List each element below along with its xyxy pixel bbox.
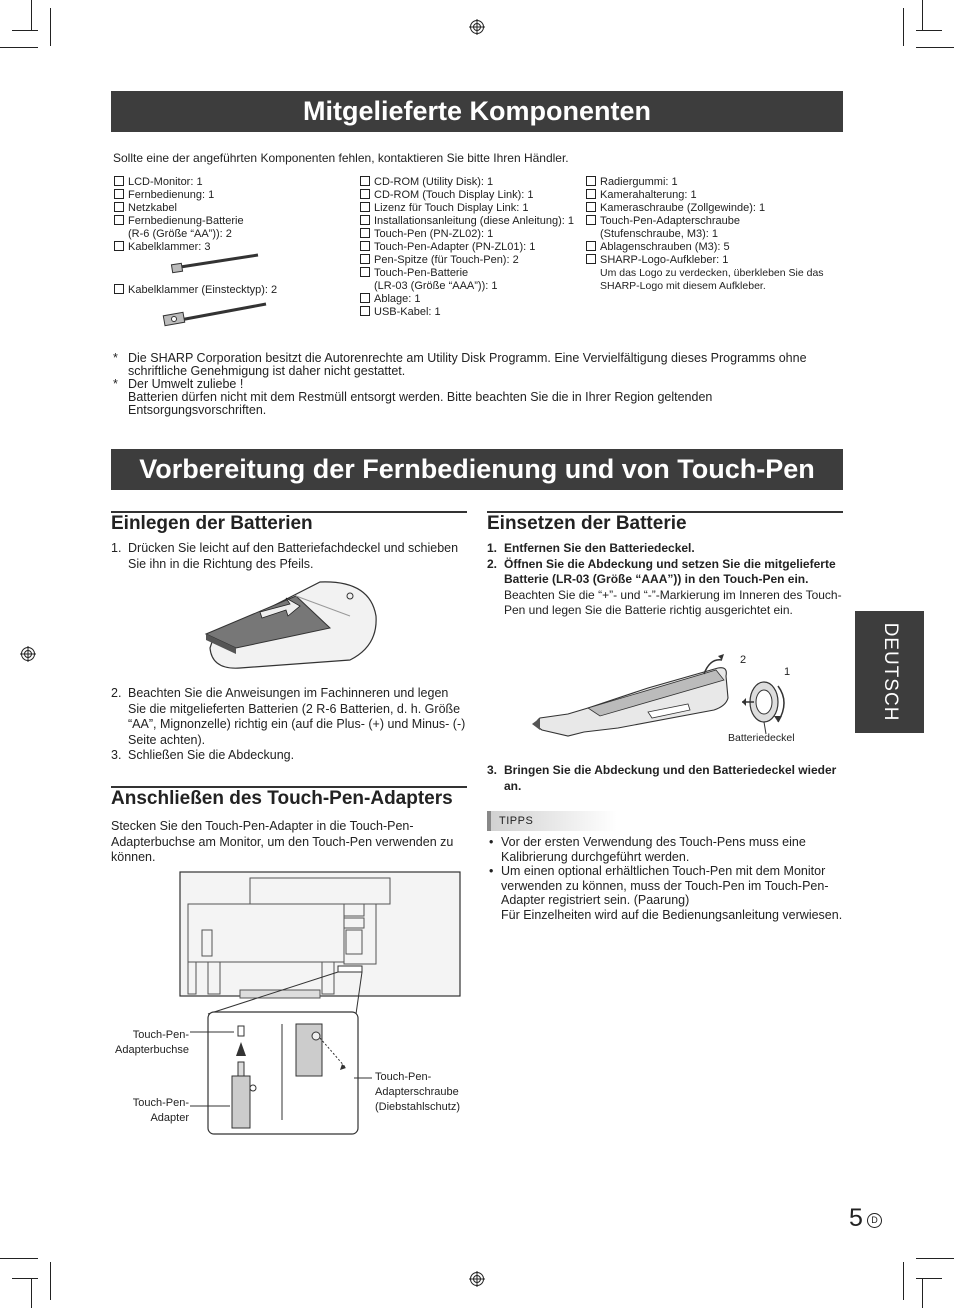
list-item: CD-ROM (Touch Display Link): 1	[360, 189, 590, 202]
checkbox-icon	[114, 284, 124, 294]
crop-mark	[903, 1262, 904, 1300]
label-adapter: Touch-Pen- Adapter	[132, 1097, 189, 1124]
checkbox-icon	[114, 176, 124, 186]
page-number: 5	[849, 1204, 863, 1232]
cable-tie-insert-icon	[160, 300, 270, 330]
crop-mark	[916, 47, 954, 48]
checkbox-icon	[114, 202, 124, 212]
note-item: * Der Umwelt zuliebe ! Batterien dürfen nicht mit dem Restmüll entsorgt werden. Bitte beachten Sie die in Ihrer Region geltenden Entsorgungsvorschriften.	[113, 377, 713, 417]
cable-tie-icon	[170, 252, 262, 274]
figure-label-cover: Batteriedeckel	[728, 732, 795, 744]
list-item: Pen-Spitze (für Touch-Pen): 2	[360, 254, 590, 267]
list-item: Installationsanleitung (diese Anleitung): 1	[360, 215, 590, 228]
label-screw: Touch-Pen- Adapterschraube (Diebstahlschutz)	[375, 1071, 460, 1113]
adapter-text: Stecken Sie den Touch-Pen-Adapter in die Touch-Pen-Adapterbuchse am Monitor, um den Touch-Pen verwenden zu können.	[111, 819, 454, 864]
checkbox-icon	[586, 254, 596, 264]
tip-item: • Vor der ersten Verwendung des Touch-Pens muss eine Kalibrierung durchgeführt werden.	[489, 835, 806, 864]
crop-mark	[31, 1278, 32, 1308]
crop-mark	[916, 1258, 954, 1259]
list-item: USB-Kabel: 1	[360, 306, 590, 319]
list-item: Touch-Pen-Batterie	[360, 267, 590, 280]
tips-list	[487, 835, 843, 922]
component-list-col3	[586, 176, 844, 293]
list-item: Netzkabel	[114, 202, 344, 215]
checkbox-icon	[114, 215, 124, 225]
pen-battery-title: Einsetzen der Batterie	[487, 513, 687, 534]
registration-mark-icon	[469, 1271, 485, 1287]
list-item: Kamerahalterung: 1	[586, 189, 844, 202]
figure-label-1: 1	[784, 666, 791, 678]
list-item-detail: (Stufenschraube, M3): 1	[600, 228, 719, 240]
checkbox-icon	[586, 215, 596, 225]
label-socket: Touch-Pen- Adapterbuchse	[115, 1029, 189, 1056]
crop-mark	[916, 1278, 942, 1279]
figure-label-2: 2	[740, 654, 747, 666]
checkbox-icon	[360, 176, 370, 186]
list-item: Fernbedienung: 1	[114, 189, 344, 202]
checkbox-icon	[360, 202, 370, 212]
checkbox-icon	[586, 241, 596, 251]
crop-mark	[916, 30, 942, 31]
list-item: Touch-Pen-Adapter (PN-ZL01): 1	[360, 241, 590, 254]
checkbox-icon	[114, 189, 124, 199]
crop-mark	[0, 47, 38, 48]
crop-mark	[50, 1262, 51, 1300]
remote-control-illustration	[200, 576, 380, 676]
note-item: * Die SHARP Corporation besitzt die Autorenrechte am Utility Disk Programm. Eine Vervielfältigung dieses Programms ohne schriftliche Genehmigung ist daher nicht gestattet.	[113, 351, 807, 378]
checkbox-icon	[360, 306, 370, 316]
list-item: Kameraschraube (Zollgewinde): 1	[586, 202, 844, 215]
checkbox-icon	[586, 176, 596, 186]
checkbox-icon	[586, 202, 596, 212]
checkbox-icon	[114, 241, 124, 251]
language-marker: D	[867, 1213, 882, 1228]
list-item: Kabelklammer (Einstecktyp): 2	[114, 284, 277, 297]
crop-mark	[922, 0, 923, 30]
checkbox-icon	[360, 254, 370, 264]
list-item-note: SHARP-Logo mit diesem Aufkleber.	[600, 280, 766, 292]
list-item: Touch-Pen-Adapterschraube	[586, 215, 844, 228]
list-item: Fernbedienung-Batterie	[114, 215, 344, 228]
checkbox-icon	[360, 215, 370, 225]
list-item: Touch-Pen (PN-ZL02): 1	[360, 228, 590, 241]
note-marker: *	[113, 351, 118, 365]
component-list-col1	[114, 176, 344, 254]
list-item-note: Um das Logo zu verdecken, überkleben Sie das	[600, 267, 824, 279]
batteries-steps-2-3: 2. Beachten Sie die Anweisungen im Fachinneren und legen Sie die mitgelieferten Batterien (2 R-6 Batterien, d. h. Größe “AA”, Mignonzelle) richtig ein (auf die Plus- (+) und Minus- (-) Seite achten). 3. Schließen Sie die Abdeckung.	[111, 686, 466, 762]
tip-item: • Um einen optional erhältlichen Touch-Pen mit dem Monitor verwenden zu können, muss der Touch-Pen im Touch-Pen-Adapter registriert sein. (Paarung) Für Einzelheiten wird auf die Bedienungsanleitung verwiesen.	[489, 864, 843, 922]
list-item: CD-ROM (Utility Disk): 1	[360, 176, 590, 189]
list-item-detail: (LR-03 (Größe “AAA”)): 1	[374, 280, 498, 292]
list-item: Ablagenschrauben (M3): 5	[586, 241, 844, 254]
list-item-detail: (R-6 (Größe “AA”)): 2	[128, 228, 232, 240]
pen-battery-step-3: 3. Bringen Sie die Abdeckung und den Batteriedeckel wieder an.	[487, 763, 837, 793]
batteries-step-1: 1. Drücken Sie leicht auf den Batteriefachdeckel und schieben Sie ihn in die Richtung des Pfeils.	[111, 541, 459, 571]
list-item: Radiergummi: 1	[586, 176, 844, 189]
crop-mark	[12, 1278, 38, 1279]
note-marker: *	[113, 377, 118, 391]
pen-battery-steps: 1. Entfernen Sie den Batteriedeckel. 2. Öffnen Sie die Abdeckung und setzen Sie die mitgelieferte Batterie (LR-03 (Größe “AAA”)) in den Touch-Pen ein. Beachten Sie die “+”- und “-”-Markierung im Inneren des Touch-Pen und legen Sie die Batterie richtig ausgerichtet ein.	[487, 541, 842, 617]
batteries-title: Einlegen der Batterien	[111, 513, 313, 534]
tips-header: TIPPS	[487, 811, 617, 831]
list-item: LCD-Monitor: 1	[114, 176, 344, 189]
list-item: Lizenz für Touch Display Link: 1	[360, 202, 590, 215]
checkbox-icon	[360, 267, 370, 277]
crop-mark	[12, 30, 38, 31]
crop-mark	[50, 8, 51, 46]
checkbox-icon	[360, 241, 370, 251]
list-item: Kabelklammer: 3	[114, 241, 344, 254]
crop-mark	[0, 1258, 38, 1259]
crop-mark	[903, 8, 904, 46]
list-item: SHARP-Logo-Aufkleber: 1	[586, 254, 844, 267]
registration-mark-icon	[469, 19, 485, 35]
adapter-title: Anschließen des Touch-Pen-Adapters	[111, 788, 453, 809]
checkbox-icon	[360, 293, 370, 303]
checkbox-icon	[360, 189, 370, 199]
prepare-banner: Vorbereitung der Fernbedienung und von Touch-Pen	[111, 449, 843, 490]
checkbox-icon	[586, 189, 596, 199]
list-item: Ablage: 1	[360, 293, 590, 306]
crop-mark	[922, 1278, 923, 1308]
component-list-col2	[360, 176, 590, 319]
language-tab: DEUTSCH	[855, 611, 924, 733]
notes	[113, 352, 843, 417]
checkbox-icon	[360, 228, 370, 238]
components-intro: Sollte eine der angeführten Komponenten fehlen, kontaktieren Sie bitte Ihren Händler.	[113, 151, 569, 165]
registration-mark-icon	[20, 646, 36, 662]
components-banner: Mitgelieferte Komponenten	[111, 91, 843, 132]
crop-mark	[31, 0, 32, 30]
